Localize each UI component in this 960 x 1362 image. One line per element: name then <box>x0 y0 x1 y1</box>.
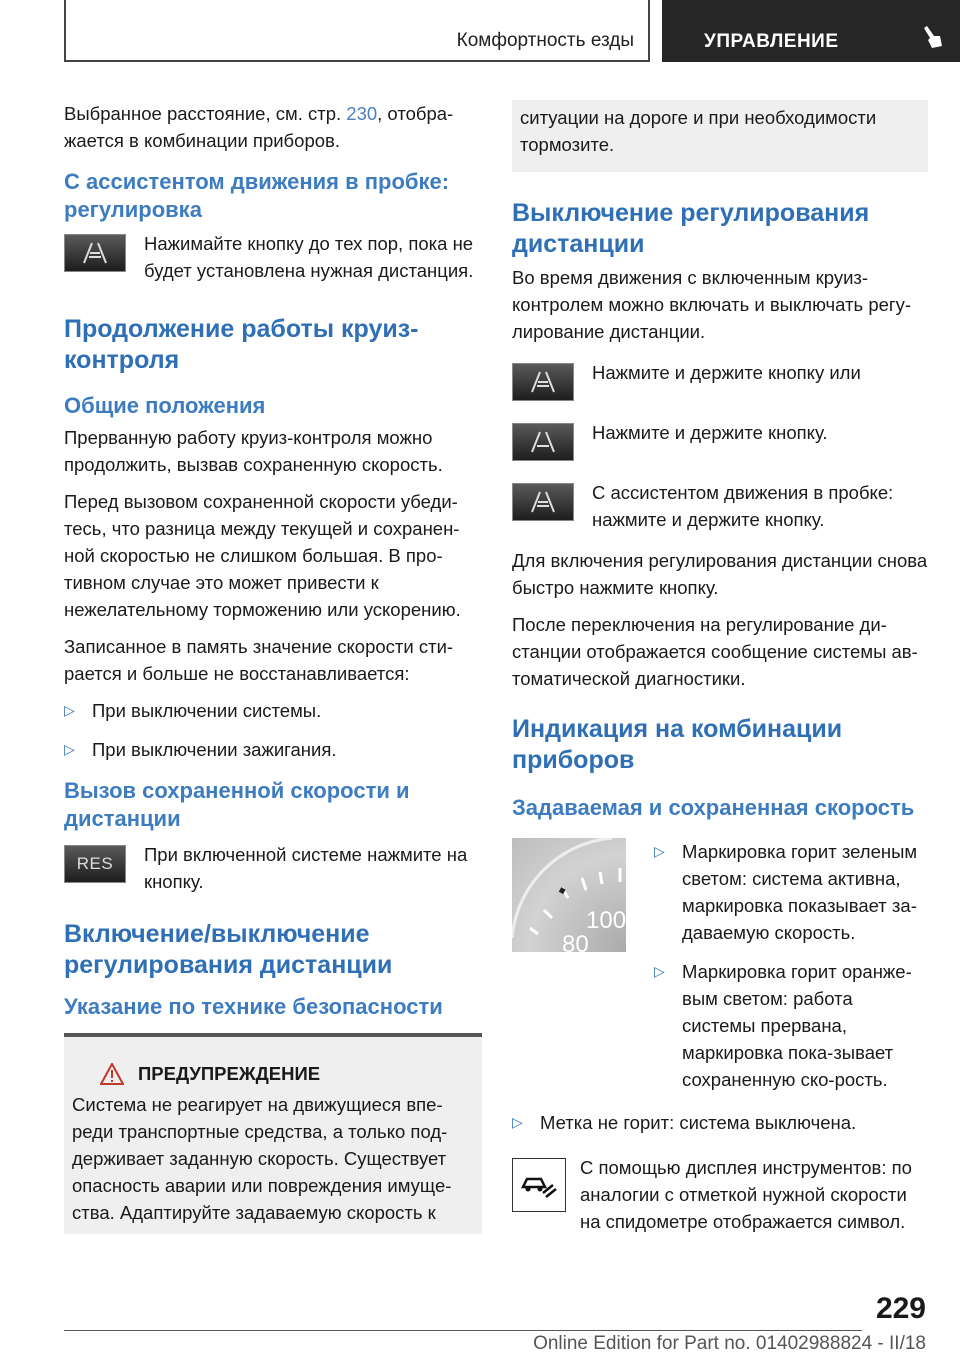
paragraph-off: Во время движения с включенным круиз-контролем можно включать и выключать регу-лирование дистанции. <box>512 267 912 342</box>
paragraph-on: Для включения регулирования дистанции снова быстро нажмите кнопку. <box>512 550 928 598</box>
chapter-title: УПРАВЛЕНИЕ <box>704 31 839 52</box>
heading-recall: Вызов сохраненной скорости и дистанции <box>64 778 410 831</box>
distance-symbol-icon <box>512 1158 566 1212</box>
list-item: ▷ Маркировка горит зеленым светом: система активна, маркировка показывает за-даваемую скорость. <box>654 838 928 946</box>
speed-bullets <box>654 838 928 1105</box>
warning-box <box>64 1033 482 1234</box>
heading-toggle: Включение/выключение регулирования дистанции <box>64 920 393 979</box>
recall-row: RES При включенной системе нажмите на кнопку. <box>64 841 482 895</box>
speedo-label: 100 <box>586 907 626 934</box>
page-header <box>64 0 960 66</box>
speedometer-image <box>512 838 626 952</box>
speed-row <box>512 838 928 1105</box>
jam-adjust-row: Нажимайте кнопку до тех пор, пока не будет установлена нужная дистанция. <box>64 230 482 284</box>
icon-row-2: Нажмите и держите кнопку. <box>512 419 928 461</box>
heading-jam-adjust: С ассистентом движения в пробке: регулировка <box>64 169 450 222</box>
intro-paragraph: Выбранное расстояние, см. стр. 230, отобра-жается в комбинации приборов. <box>64 103 454 151</box>
paragraph-1: Прерванную работу круиз-контроля можно продолжить, вызвав сохраненную скорость. <box>64 427 443 475</box>
section-header <box>64 0 650 62</box>
heading-safety: Указание по технике безопасности <box>64 994 443 1019</box>
display-row: С помощью дисплея инструментов: по аналогии с отметкой нужной скорости на спидометре отображается символ. <box>512 1154 928 1235</box>
page-number: 229 <box>875 1292 926 1325</box>
paragraph-3: Записанное в память значение скорости сти-рается и больше не восстанавливается: <box>64 636 454 684</box>
distance-button-icon <box>512 363 574 401</box>
section-title: Комфортность езды <box>456 30 634 51</box>
icon-row-3: С ассистентом движения в пробке: нажмите и держите кнопку. <box>512 479 928 533</box>
distance-button-icon <box>64 234 126 272</box>
heading-display: Индикация на комбинации приборов <box>512 715 843 774</box>
footer-divider <box>64 1330 862 1331</box>
edition-text: Online Edition for Part no. 01402988824 - II/18 <box>533 1333 926 1354</box>
list-item: ▷ Метка не горит: система выключена. <box>512 1109 928 1136</box>
right-column <box>512 100 928 1245</box>
hand-pointer-icon <box>918 24 946 52</box>
list-item: ▷ При выключении системы. <box>64 697 482 724</box>
list-item: ▷ Маркировка горит оранже-вым светом: работа системы прервана, маркировка пока-зывает сохраненную ско-рость. <box>654 958 928 1093</box>
warning-triangle-icon <box>100 1063 124 1085</box>
speedo-label: 80 <box>562 931 589 952</box>
list-item: ▷ При выключении зажигания. <box>64 736 482 763</box>
heading-continue: Продолжение работы круиз-контроля <box>64 315 419 374</box>
page-link[interactable]: 230 <box>346 103 378 124</box>
warning-text: Система не реагирует на движущиеся впе-реди транспортные средства, а только под-держивает заданную скорость. Существует опасность аварии или повреждения имуще-ства. Адаптируйте задаваемую скорость к <box>72 1094 452 1223</box>
heading-speed: Задаваемая и сохраненная скорость <box>512 795 915 820</box>
reset-bullets <box>64 697 482 763</box>
paragraph-2: Перед вызовом сохраненной скорости убеди-тесь, что разница между текущей и сохранен-ной скоростью не слишком большая. В про-тивном случае это может привести к нежелательному торможению или ускорению. <box>64 491 461 620</box>
chapter-tab <box>662 0 960 62</box>
jam-assist-button-icon <box>512 483 574 521</box>
warning-header: ПРЕДУПРЕЖДЕНИЕ <box>100 1063 474 1085</box>
heading-off: Выключение регулирования дистанции <box>512 199 870 258</box>
distance-minus-button-icon <box>512 423 574 461</box>
icon-row-1: Нажмите и держите кнопку или <box>512 359 928 401</box>
paragraph-switch: После переключения на регулирование ди-станции отображается сообщение системы ав-томатической диагностики. <box>512 614 918 689</box>
heading-general: Общие положения <box>64 393 266 418</box>
off-bullet <box>512 1109 928 1136</box>
warning-box-continued: ситуации на дороге и при необходимости тормозите. <box>512 100 928 172</box>
res-button-icon: RES <box>64 845 126 883</box>
left-column <box>64 100 482 1234</box>
